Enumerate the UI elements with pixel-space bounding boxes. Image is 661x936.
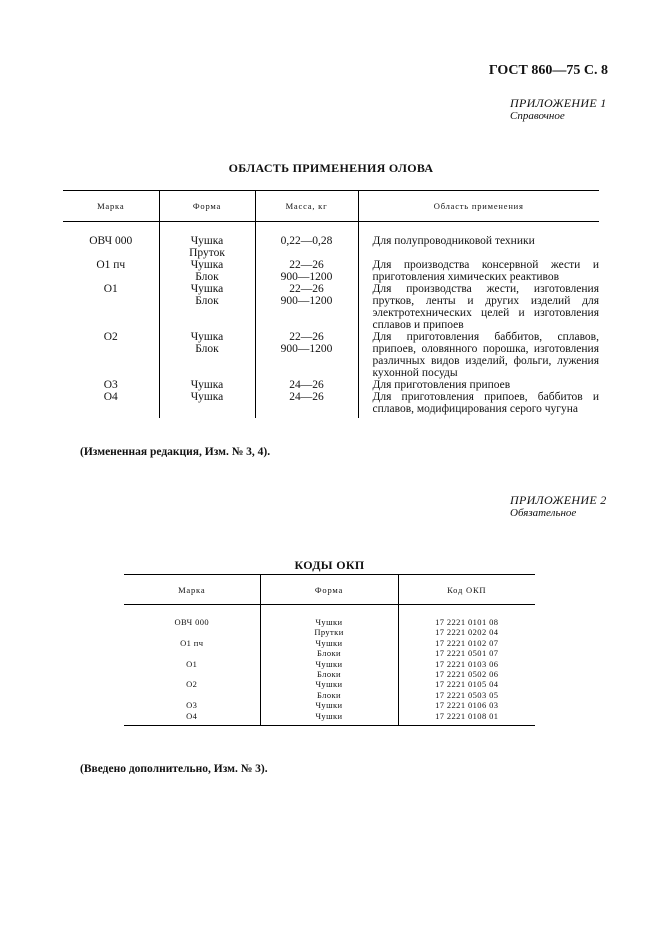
grade-cell	[124, 627, 260, 637]
grade-cell	[124, 669, 260, 679]
table-row	[63, 391, 599, 418]
table-row	[124, 711, 535, 726]
form-cell: Чушка	[159, 379, 255, 391]
table-row	[63, 283, 599, 331]
table-row	[124, 679, 535, 689]
use-cell: Для производства жести, изготовления прутков, ленты и других изделий для электротехнических целей и изготовления сплавов и припоев	[372, 283, 599, 331]
form-cell: Прутки	[260, 627, 398, 637]
table-row	[63, 379, 599, 391]
grade-cell: О2	[63, 331, 159, 379]
grade-cell: ОВЧ 000	[124, 605, 260, 628]
table-row	[124, 605, 535, 628]
table-row	[63, 222, 599, 260]
form-cell: Блоки	[260, 690, 398, 700]
appendix1-title: ПРИЛОЖЕНИЕ 1	[510, 96, 607, 110]
mass-cell: 24—26	[255, 379, 358, 391]
grade-cell: О3	[124, 700, 260, 710]
col-header-grade: Марка	[124, 575, 260, 605]
table1-title: ОБЛАСТЬ ПРИМЕНЕНИЯ ОЛОВА	[228, 161, 434, 175]
form-cell: Чушка Пруток	[159, 222, 255, 260]
col-header-code: Код ОКП	[398, 575, 535, 605]
code-cell: 17 2221 0106 03	[435, 700, 499, 711]
use-cell: Для приготовления баббитов, сплавов, припоев, оловянного порошка, изготовления различных видов изделий, фольги, лужения кухонной посуды	[372, 331, 599, 379]
mass-cell: 24—26	[255, 391, 358, 418]
col-header-use: Область применения	[358, 191, 599, 222]
table-row	[124, 700, 535, 710]
col-header-form: Форма	[260, 575, 398, 605]
form-cell: Чушки	[260, 659, 398, 669]
use-cell: Для приготовления припоев, баббитов и сплавов, модифицирования серого чугуна	[372, 391, 599, 415]
code-cell: 17 2221 0103 06	[435, 658, 499, 669]
table-row	[124, 627, 535, 637]
table2-title: КОДЫ ОКП	[294, 558, 365, 572]
table-row	[124, 638, 535, 648]
mass-cell: 22—26 900—1200	[255, 283, 358, 331]
form-cell: Блоки	[260, 648, 398, 658]
table-row	[124, 690, 535, 700]
use-cell: Для приготовления припоев	[372, 379, 511, 391]
table1-note: (Измененная редакция, Изм. № 3, 4).	[80, 446, 271, 458]
page-header: ГОСТ 860—75 С. 8	[488, 63, 608, 78]
code-cell: 17 2221 0105 04	[435, 679, 499, 690]
tin-application-table	[63, 190, 599, 418]
table-row	[63, 259, 599, 283]
form-cell: Чушки	[260, 711, 398, 726]
grade-cell: О3	[63, 379, 159, 391]
grade-cell: О1 пч	[63, 259, 159, 283]
col-header-form: Форма	[159, 191, 255, 222]
code-cell: 17 2221 0202 04	[435, 627, 499, 638]
code-cell: 17 2221 0502 06	[435, 669, 499, 680]
code-cell: 17 2221 0108 01	[398, 711, 535, 726]
grade-cell: О4	[63, 391, 159, 418]
grade-cell: О1	[124, 659, 260, 669]
form-cell: Чушки	[260, 679, 398, 689]
code-cell: 17 2221 0102 07	[435, 637, 499, 648]
table-row	[63, 331, 599, 379]
appendix2-subtitle: Обязательное	[510, 507, 577, 519]
appendix1-subtitle: Справочное	[510, 110, 565, 122]
okp-codes-table	[124, 574, 535, 726]
table-row	[124, 669, 535, 679]
table2-note: (Введено дополнительно, Изм. № 3).	[80, 763, 268, 775]
use-cell: Для производства консервной жести и приготовления химических реактивов	[372, 259, 599, 283]
grade-cell	[124, 690, 260, 700]
mass-cell: 0,22—0,28	[255, 222, 358, 260]
code-cell: 17 2221 0501 07	[435, 648, 499, 659]
form-cell: Чушка Блок	[159, 259, 255, 283]
appendix2-title: ПРИЛОЖЕНИЕ 2	[510, 493, 607, 507]
code-cell: 17 2221 0503 05	[435, 689, 499, 700]
col-header-grade: Марка	[63, 191, 159, 222]
mass-cell: 22—26 900—1200	[255, 331, 358, 379]
table-row	[124, 648, 535, 658]
grade-cell: О2	[124, 679, 260, 689]
form-cell: Чушка Блок	[159, 331, 255, 379]
grade-cell: О1	[63, 283, 159, 331]
grade-cell: ОВЧ 000	[63, 222, 159, 260]
form-cell: Блоки	[260, 669, 398, 679]
code-cell: 17 2221 0101 08	[435, 617, 499, 627]
grade-cell	[124, 648, 260, 658]
form-cell: Чушки	[260, 700, 398, 710]
use-cell: Для полупроводниковой техники	[372, 235, 535, 247]
table-row	[124, 659, 535, 669]
grade-cell: О4	[124, 711, 260, 726]
form-cell: Чушки	[260, 638, 398, 648]
form-cell: Чушки	[260, 605, 398, 628]
mass-cell: 22—26 900—1200	[255, 259, 358, 283]
grade-cell: О1 пч	[124, 638, 260, 648]
form-cell: Чушка Блок	[159, 283, 255, 331]
form-cell: Чушка	[159, 391, 255, 418]
col-header-mass: Масса, кг	[255, 191, 358, 222]
